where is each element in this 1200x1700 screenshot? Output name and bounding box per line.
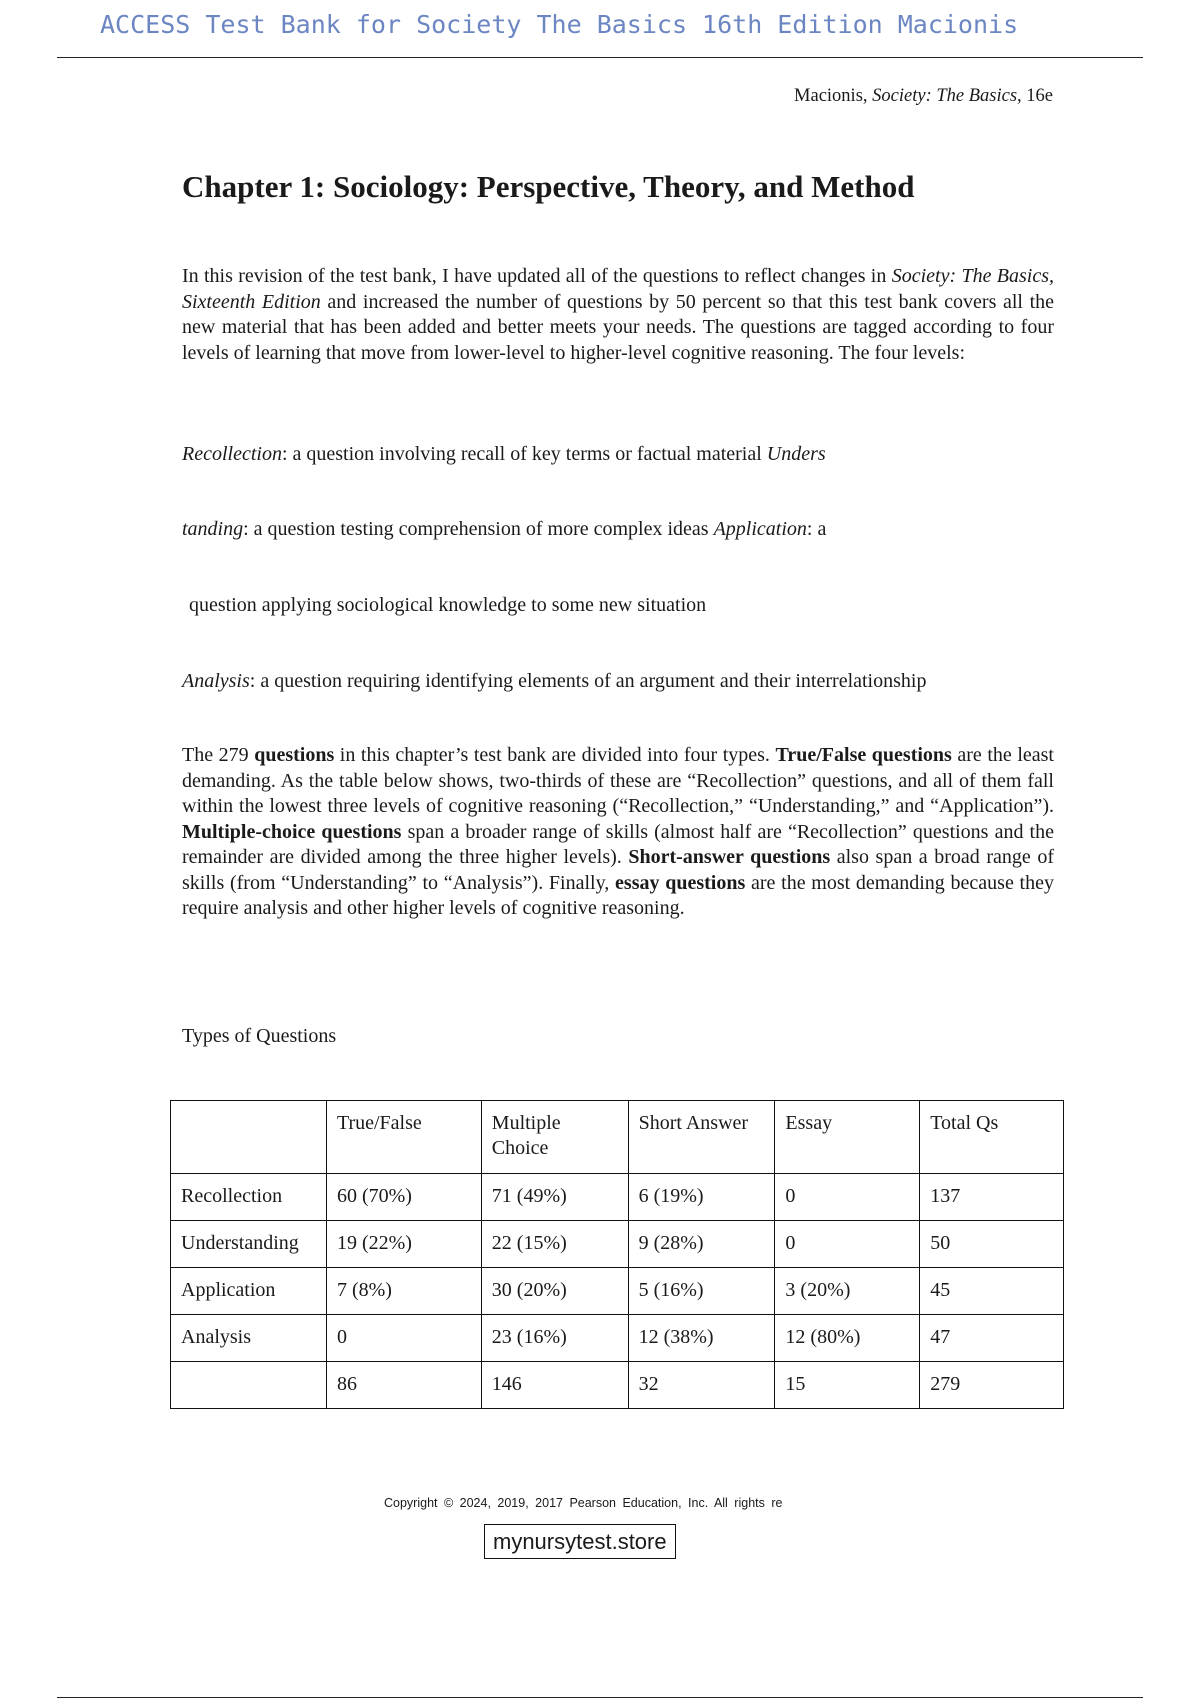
application-def-b: question applying sociological knowledge to some new situation — [189, 594, 707, 616]
bottom-divider — [57, 1697, 1143, 1698]
table-totals-row — [171, 1362, 1064, 1409]
types-bold-4: Short-answer questions — [628, 846, 831, 868]
table-row — [171, 1268, 1064, 1315]
header-short-answer: Short Answer — [628, 1101, 775, 1174]
intro-book-title: Society: The Basics, Sixteenth Edition — [182, 265, 1054, 313]
types-bold-5: essay questions — [615, 871, 746, 894]
header-essay: Essay — [775, 1101, 920, 1174]
running-header — [794, 86, 1053, 107]
question-types-table — [170, 1100, 1064, 1409]
top-banner: ACCESS Test Bank for Society The Basics 16th Edition Macionis — [100, 10, 1019, 39]
types-bold-2: True/False questions — [775, 744, 952, 766]
types-text-6: are the most demanding because they require analysis and other higher levels of cognitive reasoning. — [182, 871, 1054, 919]
recollection-def: : a question involving recall of key terms or factual material — [281, 443, 767, 465]
intro-paragraph — [182, 264, 1054, 366]
table-cell: 12 (38%) — [628, 1315, 775, 1362]
table-cell: 0 — [775, 1221, 920, 1268]
intro-text-b: and increased the number of questions by 50 percent so that this test bank covers all the new material that has been added and better meets your needs. The questions are tagged according to four levels of learning that move from lower-level to higher-level cognitive reasoning. The four levels: — [182, 290, 1055, 364]
table-cell: 15 — [775, 1362, 920, 1409]
table-cell — [171, 1362, 327, 1409]
types-text-2: in this chapter’s test bank are divided into four types. — [334, 744, 776, 766]
copyright-notice: Copyright © 2024, 2019, 2017 Pearson Education, Inc. All rights re — [384, 1496, 783, 1510]
table-cell: Application — [171, 1268, 327, 1315]
top-divider — [57, 57, 1143, 58]
store-watermark: mynursytest.store — [484, 1524, 676, 1559]
table-cell: 32 — [628, 1362, 775, 1409]
analysis-term: Analysis — [182, 670, 250, 692]
table-cell: 30 (20%) — [481, 1268, 628, 1315]
table-cell: 7 (8%) — [326, 1268, 481, 1315]
table-cell: Recollection — [171, 1174, 327, 1221]
types-bold-3: Multiple-choice questions — [182, 820, 402, 843]
header-author: Macionis, — [794, 86, 873, 106]
header-true-false: True/False — [326, 1101, 481, 1174]
table-cell: 9 (28%) — [628, 1221, 775, 1268]
table-cell: 0 — [775, 1174, 920, 1221]
analysis-def: : a question requiring identifying elements of an argument and their interrelationship — [249, 670, 927, 692]
table-cell: 45 — [920, 1268, 1064, 1315]
types-text-3: are the least demanding. As the table below shows, two-thirds of these are “Recollection” questions, and all of them fall within the lowest three levels of cognitive reasoning (“Recollection,” “Understanding,” and “Application”). — [182, 744, 1054, 817]
level-analysis — [182, 670, 926, 693]
application-term: Application — [713, 518, 807, 540]
recollection-term: Recollection — [182, 443, 282, 465]
types-text-5: also span a broad range of skills (from “Understanding” to “Analysis”). Finally, — [182, 846, 1054, 894]
table-caption: Types of Questions — [182, 1025, 337, 1047]
table-cell: 279 — [920, 1362, 1064, 1409]
table-row — [171, 1174, 1064, 1221]
table-cell: 71 (49%) — [481, 1174, 628, 1221]
level-understanding — [182, 518, 826, 541]
table-row — [171, 1315, 1064, 1362]
table-cell: 47 — [920, 1315, 1064, 1362]
table-cell: 19 (22%) — [326, 1221, 481, 1268]
intro-text-a: In this revision of the test bank, I have updated all of the questions to reflect changes in — [182, 265, 892, 287]
table-cell: 50 — [920, 1221, 1064, 1268]
table-cell: Understanding — [171, 1221, 327, 1268]
header-multiple-choice: Multiple Choice — [481, 1101, 628, 1174]
types-text-4: span a broader range of skills (almost half are “Recollection” questions and the remainder are divided among the three higher levels). — [182, 820, 1054, 868]
table-cell: 146 — [481, 1362, 628, 1409]
understanding-def: : a question testing comprehension of more complex ideas — [243, 518, 714, 540]
table-cell: 3 (20%) — [775, 1268, 920, 1315]
table-row — [171, 1221, 1064, 1268]
header-book: Society: The Basics, — [872, 86, 1022, 106]
table-cell: 86 — [326, 1362, 481, 1409]
understanding-term-a: Unders — [766, 443, 826, 465]
header-edition: 16e — [1021, 86, 1053, 106]
chapter-title: Chapter 1: Sociology: Perspective, Theory, and Method — [182, 169, 915, 204]
level-recollection — [182, 443, 826, 466]
table-cell: 22 (15%) — [481, 1221, 628, 1268]
question-types-paragraph — [182, 743, 1054, 922]
table-cell: 137 — [920, 1174, 1064, 1221]
types-bold-1: questions — [254, 744, 335, 766]
table-cell: 0 — [326, 1315, 481, 1362]
types-text-1: The 279 — [182, 744, 255, 766]
level-application — [189, 594, 706, 617]
table-cell: 23 (16%) — [481, 1315, 628, 1362]
table-cell: 12 (80%) — [775, 1315, 920, 1362]
table-cell: 60 (70%) — [326, 1174, 481, 1221]
table-cell: Analysis — [171, 1315, 327, 1362]
table-cell: 6 (19%) — [628, 1174, 775, 1221]
header-total: Total Qs — [920, 1101, 1064, 1174]
application-def-a: : a — [806, 518, 827, 540]
table-cell: 5 (16%) — [628, 1268, 775, 1315]
understanding-term-b: tanding — [182, 518, 244, 540]
table-header-row — [171, 1101, 1064, 1174]
header-cell-blank — [171, 1101, 327, 1174]
